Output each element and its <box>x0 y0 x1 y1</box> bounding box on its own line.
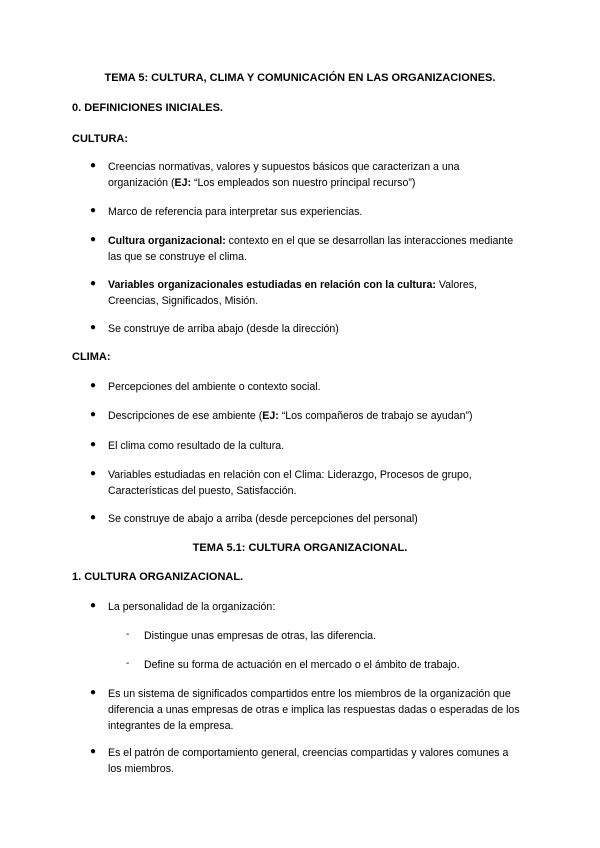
list-item-cultura-3 <box>108 233 520 265</box>
bullet-icon: ● <box>90 512 97 523</box>
bullet-icon: ● <box>90 439 97 450</box>
list-item-patron: Es el patrón de comportamiento general, creencias compartidas y valores comunes a los miembros. <box>108 747 509 775</box>
list-item-sistema: Es un sistema de significados compartidos entre los miembros de la organización que diferencia a unas empresas de otras e implica las respuestas dadas o esperadas de los integrantes de la empresa. <box>108 688 520 732</box>
bullet-icon: ● <box>90 687 97 698</box>
list-item-personalidad: La personalidad de la organización: <box>108 601 276 613</box>
sub-item-distingue: Distingue unas empresas de otras, las diferencia. <box>144 630 377 642</box>
list-item-cultura-4 <box>108 277 520 309</box>
item-bold: EJ: <box>174 177 192 189</box>
heading-cultura: CULTURA: <box>72 133 129 145</box>
document-title: TEMA 5: CULTURA, CLIMA Y COMUNICACIÓN EN LAS ORGANIZACIONES. <box>104 72 496 84</box>
bullet-icon: ● <box>90 205 97 216</box>
list-item-clima-2 <box>108 408 520 424</box>
list-item-clima-4: Variables estudiadas en relación con el Clima: Liderazgo, Procesos de grupo, Características del puesto, Satisfacción. <box>108 469 472 497</box>
item-bold: Variables organizacionales estudiadas en relación con la cultura: <box>108 279 436 291</box>
item-text: Descripciones de ese ambiente ( <box>108 410 263 422</box>
bullet-icon: ● <box>90 234 97 245</box>
bullet-icon: ● <box>90 600 97 611</box>
bullet-icon: ● <box>90 380 97 391</box>
list-item-clima-5: Se construye de abajo a arriba (desde percepciones del personal) <box>108 513 418 525</box>
list-item-clima-3: El clima como resultado de la cultura. <box>108 440 285 452</box>
item-text: contexto en el que se desarrollan las interacciones mediante las que se construye el clima. <box>108 235 514 263</box>
list-item-cultura-1 <box>108 159 520 191</box>
section-heading-definiciones: 0. DEFINICIONES INICIALES. <box>72 102 223 114</box>
list-item-cultura-2: Marco de referencia para interpretar sus experiencias. <box>108 206 363 218</box>
heading-clima: CLIMA: <box>72 351 111 363</box>
item-bold: EJ: <box>262 410 279 422</box>
item-bold: Cultura organizacional: <box>108 235 226 247</box>
item-text: Creencias normativas, valores y supuestos básicos que caracterizan a una organización ( <box>108 161 460 189</box>
sub-item-define: Define su forma de actuación en el mercado o el ámbito de trabajo. <box>144 659 460 671</box>
list-item-cultura-5: Se construye de arriba abajo (desde la dirección) <box>108 323 339 335</box>
bullet-icon: ● <box>90 278 97 289</box>
subtitle: TEMA 5.1: CULTURA ORGANIZACIONAL. <box>192 542 408 554</box>
bullet-icon: ● <box>90 468 97 479</box>
bullet-icon: ● <box>90 322 97 333</box>
bullet-icon: ● <box>90 160 97 171</box>
item-text: Valores, Creencias, Significados, Misión. <box>108 279 477 307</box>
bullet-icon: ● <box>90 409 97 420</box>
list-item-clima-1: Percepciones del ambiente o contexto social. <box>108 381 321 393</box>
item-tail: “Los compañeros de trabajo se ayudan”) <box>278 410 473 422</box>
dash-icon: - <box>126 658 130 669</box>
item-tail: “Los empleados son nuestro principal recurso”) <box>191 177 416 189</box>
bullet-icon: ● <box>90 746 97 757</box>
section-heading-cultura-organizacional: 1. CULTURA ORGANIZACIONAL. <box>72 571 244 583</box>
dash-icon: - <box>126 629 130 640</box>
